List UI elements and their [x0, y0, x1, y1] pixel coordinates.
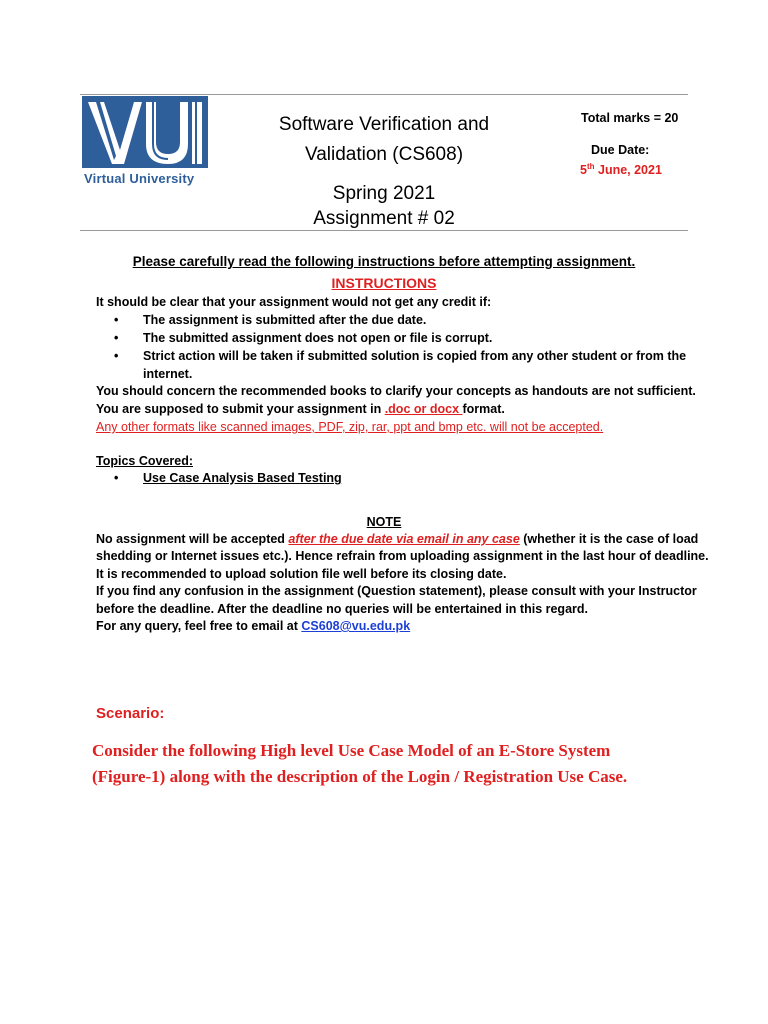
note-line6: [96, 618, 410, 634]
bullet-text: The submitted assignment does not open or file is corrupt.: [143, 331, 493, 345]
note-line1: [96, 531, 698, 547]
topics-heading: Topics Covered:: [96, 454, 194, 468]
topic-text: Use Case Analysis Based Testing: [143, 471, 342, 485]
note-line1-post: (whether it is the case of load: [519, 532, 699, 546]
note-line2: shedding or Internet issues etc.). Hence refrain from uploading assignment in the last hour of deadline.: [96, 549, 709, 563]
email-link[interactable]: CS608@vu.edu.pk: [301, 619, 411, 633]
instructions-heading: INSTRUCTIONS: [331, 275, 437, 291]
other-formats-warning: Any other formats like scanned images, PDF, zip, rar, ppt and bmp etc. will not be accepted.: [96, 420, 604, 434]
due-month-year: June, 2021: [594, 163, 662, 178]
due-day: 5: [580, 163, 587, 178]
logo-university-name: Virtual University: [84, 171, 195, 186]
due-day-suffix: th: [586, 162, 595, 171]
note-heading: NOTE: [366, 515, 402, 529]
header-bottom-rule: [80, 230, 688, 231]
due-date-label: Due Date:: [591, 143, 650, 157]
due-date-value: [580, 162, 662, 177]
course-title-line1: Software Verification and: [278, 114, 490, 135]
bullet-icon: •: [114, 313, 119, 327]
total-marks: Total marks = 20: [581, 111, 679, 125]
scenario-line2: (Figure-1) along with the description of the Login / Registration Use Case.: [92, 767, 628, 786]
scenario-heading: Scenario:: [96, 705, 165, 722]
note-line5: before the deadline. After the deadline no queries will be entertained in this regard.: [96, 602, 588, 616]
bullet-icon: •: [114, 331, 119, 345]
bullet-icon: •: [114, 471, 119, 485]
term-title: Spring 2021: [332, 183, 436, 204]
note-line3: It is recommended to upload solution file well before its closing date.: [96, 567, 507, 581]
scenario-line1: Consider the following High level Use Case Model of an E-Store System: [92, 741, 611, 760]
note-line1-pre: No assignment will be accepted: [96, 532, 289, 546]
credit-line: It should be clear that your assignment would not get any credit if:: [96, 295, 492, 309]
submit-format-line: [96, 401, 505, 417]
submit-pre: You are supposed to submit your assignment in: [96, 402, 385, 416]
note-line1-emphasis: after the due date via email in any case: [288, 532, 520, 546]
bullet-icon: •: [114, 349, 119, 363]
header-top-rule: [80, 94, 688, 95]
course-title-line2: Validation (CS608): [304, 144, 464, 165]
submit-post: format.: [462, 402, 505, 416]
books-line: You should concern the recommended books to clarify your concepts as handouts are not sufficient.: [96, 384, 696, 398]
bullet-text: Strict action will be taken if submitted solution is copied from any other student or from the: [143, 349, 687, 363]
submit-format: .doc or docx: [384, 402, 463, 416]
instructions-intro: Please carefully read the following instructions before attempting assignment.: [132, 254, 636, 269]
note-line4: If you find any confusion in the assignment (Question statement), please consult with your Instructor: [96, 584, 697, 598]
note-line6-pre: For any query, feel free to email at: [96, 619, 302, 633]
assignment-title: Assignment # 02: [313, 208, 455, 229]
bullet-text-continuation: internet.: [143, 367, 193, 381]
bullet-text: The assignment is submitted after the due date.: [143, 313, 427, 327]
